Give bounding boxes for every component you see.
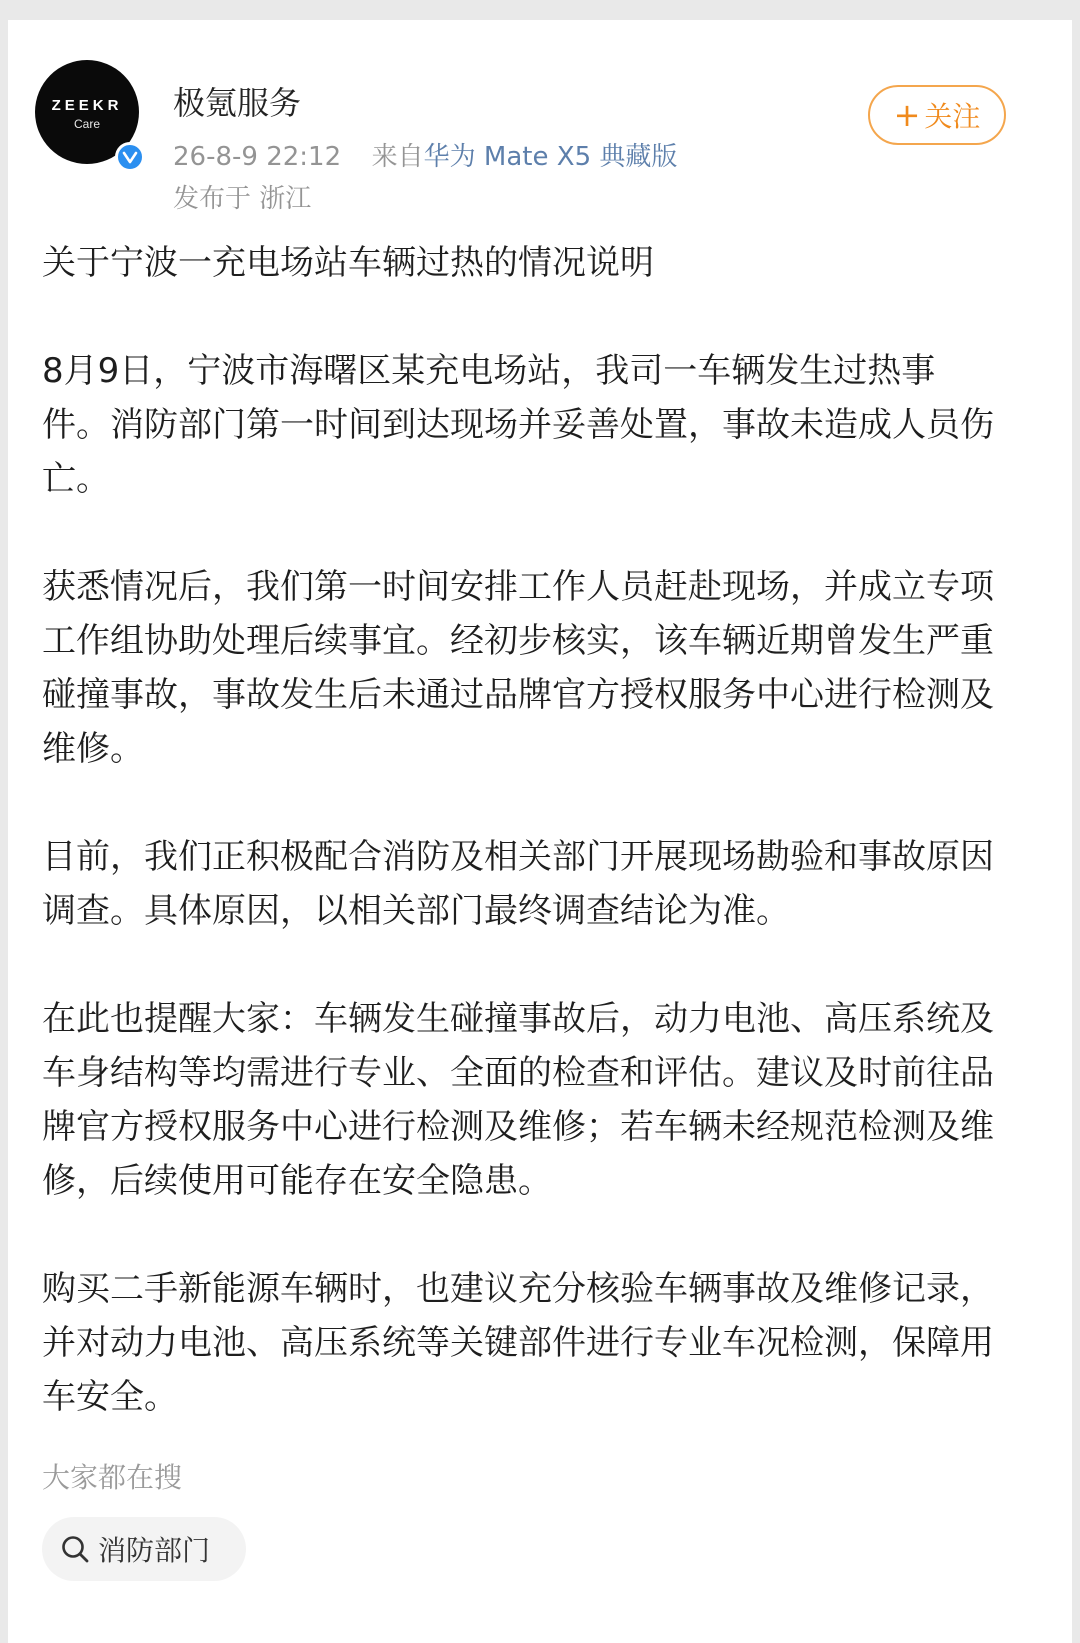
- trending-search-title: 大家都在搜: [42, 1461, 183, 1494]
- avatar-brand-text: ZEEKR: [51, 97, 123, 114]
- plus-icon: +: [893, 96, 921, 134]
- avatar-sub-text: Care: [73, 117, 100, 131]
- trending-search-chip[interactable]: [42, 1517, 246, 1581]
- post-title: 关于宁波一充电场站车辆过热的情况说明: [42, 243, 654, 283]
- author-name[interactable]: 极氪服务: [173, 84, 302, 122]
- post-body: [42, 236, 1002, 1478]
- post-paragraph: 在此也提醒大家：车辆发生碰撞事故后，动力电池、高压系统及车身结构等均需进行专业、全面的检查和评估。建议及时前往品牌官方授权服务中心进行检测及维修；若车辆未经规范检测及维修，后续使用可能存在安全隐患。: [42, 999, 994, 1201]
- post-paragraph: 8月9日，宁波市海曙区某充电场站，我司一车辆发生过热事件。消防部门第一时间到达现场并妥善处置，事故未造成人员伤亡。: [42, 351, 994, 499]
- post-meta: [173, 136, 677, 173]
- post-paragraph: 购买二手新能源车辆时，也建议充分核验车辆事故及维修记录，并对动力电池、高压系统等关键部件进行专业车况检测，保障用车安全。: [42, 1269, 994, 1417]
- post-time: 26-8-9 22:12: [173, 142, 342, 172]
- post-source-prefix: 来自: [371, 142, 424, 172]
- verified-badge-icon: [115, 142, 145, 172]
- follow-button[interactable]: [868, 85, 1006, 145]
- search-icon: [60, 1534, 90, 1564]
- trending-search-label: 消防部门: [98, 1534, 211, 1567]
- post-card: [8, 20, 1072, 1643]
- post-paragraph: 获悉情况后，我们第一时间安排工作人员赶赴现场，并成立专项工作组协助处理后续事宜。经初步核实，该车辆近期曾发生严重碰撞事故，事故发生后未通过品牌官方授权服务中心进行检测及维修。: [42, 567, 994, 769]
- post-paragraph: 目前，我们正积极配合消防及相关部门开展现场勘验和事故原因调查。具体原因，以相关部门最终调查结论为准。: [42, 837, 994, 931]
- post-location: 发布于 浙江: [173, 184, 312, 214]
- follow-label: 关注: [924, 100, 981, 133]
- post-device[interactable]: 华为 Mate X5 典藏版: [423, 142, 678, 172]
